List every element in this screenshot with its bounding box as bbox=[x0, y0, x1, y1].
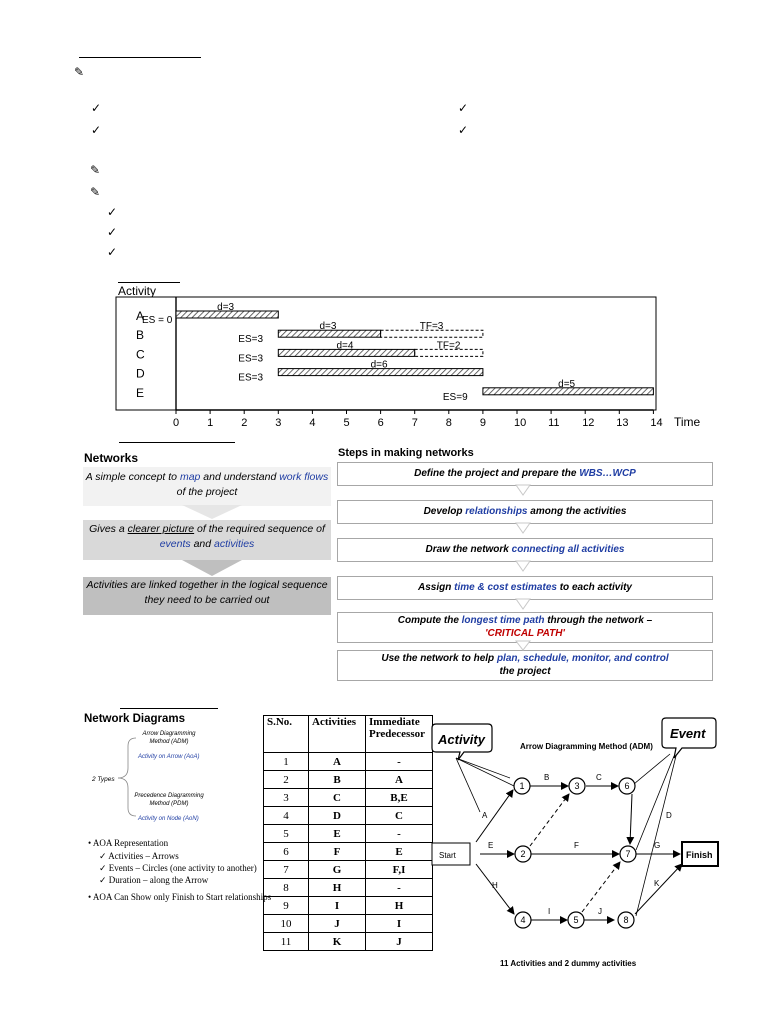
gantt-x-tick-label: 12 bbox=[582, 417, 595, 429]
box1-text-mid: and understand bbox=[200, 471, 280, 483]
pencil-bullet-icon: ✎ bbox=[74, 65, 85, 79]
cell-activity: B bbox=[309, 771, 366, 789]
cell-predecessor: - bbox=[366, 825, 433, 843]
gantt-tf-label: TF=3 bbox=[419, 321, 444, 333]
table-row bbox=[264, 879, 433, 897]
box1-text-post: of the project bbox=[176, 486, 238, 498]
gantt-chart bbox=[112, 284, 717, 430]
gantt-es-label: ES=3 bbox=[238, 334, 264, 346]
cell-sno: 8 bbox=[264, 879, 309, 897]
step-5-highlight: longest time path bbox=[461, 615, 545, 626]
table-row bbox=[264, 843, 433, 861]
netdiag-bullet-1: • AOA Representation bbox=[88, 838, 169, 848]
cell-predecessor: J bbox=[366, 933, 433, 951]
event-label-4: 4 bbox=[520, 915, 526, 925]
gantt-x-tick-label: 11 bbox=[548, 417, 560, 429]
netdiag-types-label: 2 Types bbox=[92, 776, 115, 783]
adm-diagram bbox=[430, 714, 720, 976]
gantt-activity-label: D bbox=[136, 366, 145, 381]
networks-box-3 bbox=[83, 577, 331, 615]
step-4-pre: Assign bbox=[418, 582, 455, 593]
box2-events: events bbox=[159, 538, 191, 550]
table-row bbox=[264, 825, 433, 843]
step-5-post: through the network – bbox=[544, 615, 653, 626]
event-label-1: 1 bbox=[519, 781, 525, 791]
table-row bbox=[264, 933, 433, 951]
gantt-x-tick-label: 0 bbox=[173, 417, 180, 429]
header-sno: S.No. bbox=[264, 716, 309, 753]
gantt-tf-label: TF=2 bbox=[436, 340, 461, 352]
steps-title: Steps in making networks bbox=[338, 447, 474, 459]
arrow-d bbox=[630, 794, 632, 844]
step-1-highlight: WBS…WCP bbox=[579, 468, 636, 479]
step-6-line2: the project bbox=[499, 666, 551, 677]
header-predecessor: Immediate Predecessor bbox=[366, 716, 433, 753]
box1-text-pre: A simple concept to bbox=[85, 471, 180, 483]
netdiag-adm: Arrow Diagramming Method (ADM) bbox=[142, 731, 196, 745]
gantt-x-tick-label: 14 bbox=[650, 417, 663, 429]
check-icon: ✓ bbox=[107, 205, 118, 219]
arrow-label-c: C bbox=[596, 773, 602, 782]
cell-predecessor: B,E bbox=[366, 789, 433, 807]
gantt-duration-label: d=6 bbox=[370, 359, 388, 371]
dummy-arrow-1 bbox=[530, 794, 569, 846]
step-6-pre: Use the network to help bbox=[381, 653, 497, 664]
predecessor-table bbox=[263, 715, 433, 951]
box3-line2: they need to be carried out bbox=[144, 594, 270, 606]
cell-sno: 7 bbox=[264, 861, 309, 879]
gantt-es-label: ES=9 bbox=[442, 391, 468, 403]
step-3-pre: Draw the network bbox=[425, 544, 512, 555]
cell-sno: 11 bbox=[264, 933, 309, 951]
gantt-x-tick-label: 13 bbox=[616, 417, 629, 429]
aoa-representation: AOA Representation bbox=[92, 838, 169, 848]
table-header-row bbox=[264, 716, 433, 753]
check-duration: Duration – along the Arrow bbox=[108, 875, 209, 885]
gantt-duration-label: d=3 bbox=[217, 302, 235, 313]
gantt-es-label: ES=3 bbox=[238, 353, 264, 365]
arrow-label-f: F bbox=[574, 841, 579, 850]
step-1 bbox=[337, 462, 713, 486]
netdiag-aoa: Activity on Arrow (AoA) bbox=[138, 754, 200, 760]
event-callout-label: Event bbox=[670, 726, 706, 741]
dummy-arrow-2 bbox=[582, 862, 620, 912]
cell-sno: 1 bbox=[264, 753, 309, 771]
gantt-x-tick-label: 3 bbox=[275, 417, 282, 429]
cell-sno: 6 bbox=[264, 843, 309, 861]
check-icon: ✓ bbox=[91, 101, 102, 115]
networks-box-2 bbox=[83, 520, 331, 560]
cell-predecessor: - bbox=[366, 879, 433, 897]
arrow-label-a: A bbox=[482, 811, 488, 820]
event-label-8: 8 bbox=[623, 915, 629, 925]
pencil-bullet-icon: ✎ bbox=[90, 185, 101, 199]
cell-activity: C bbox=[309, 789, 366, 807]
networks-box-1 bbox=[83, 467, 331, 506]
cell-predecessor: I bbox=[366, 915, 433, 933]
networks-title: Networks bbox=[84, 451, 139, 465]
adm-title: Arrow Diagramming Method (ADM) bbox=[520, 742, 653, 751]
arrow-label-e: E bbox=[488, 841, 494, 850]
cell-activity: D bbox=[309, 807, 366, 825]
cell-sno: 10 bbox=[264, 915, 309, 933]
down-arrow-2 bbox=[182, 560, 242, 576]
netdiag-check-2: ✓ Events – Circles (one activity to another) bbox=[99, 863, 257, 873]
arrow-label-i: I bbox=[548, 907, 551, 916]
cell-sno: 9 bbox=[264, 897, 309, 915]
check-activities: Activities – Arrows bbox=[108, 851, 179, 861]
netdiag-aon: Activity on Node (AoN) bbox=[138, 816, 199, 822]
table-row bbox=[264, 861, 433, 879]
step-2-post: among the activities bbox=[527, 506, 627, 517]
gantt-activity-label: A bbox=[136, 309, 145, 323]
box2-activities: activities bbox=[214, 538, 255, 550]
gantt-activity-label: B bbox=[136, 328, 145, 343]
gantt-x-tick-label: 10 bbox=[514, 417, 527, 429]
event-label-6: 6 bbox=[624, 781, 630, 791]
box1-map: map bbox=[179, 471, 201, 483]
gantt-x-tick-label: 7 bbox=[411, 417, 418, 429]
check-icon: ✓ bbox=[91, 123, 102, 137]
cell-sno: 3 bbox=[264, 789, 309, 807]
cell-predecessor: C bbox=[366, 807, 433, 825]
check-icon: ✓ bbox=[107, 245, 118, 259]
cell-predecessor: A bbox=[366, 771, 433, 789]
step-3-highlight: connecting all activities bbox=[511, 544, 625, 555]
gantt-heading-underline bbox=[118, 282, 180, 283]
gantt-es-label: ES = 0 bbox=[142, 315, 173, 326]
step-2-highlight: relationships bbox=[465, 506, 528, 517]
step-6 bbox=[337, 650, 713, 681]
step-1-pre: Define the project and prepare the bbox=[414, 468, 580, 479]
gantt-x-tick-label: 4 bbox=[309, 417, 316, 429]
pencil-bullet-icon: ✎ bbox=[90, 163, 101, 177]
gantt-xlabel: Time bbox=[674, 415, 701, 429]
netdiag-title: Network Diagrams bbox=[84, 713, 185, 725]
gantt-es-label: ES=3 bbox=[238, 372, 264, 384]
adm-caption: 11 Activities and 2 dummy activities bbox=[500, 959, 637, 968]
cell-activity: H bbox=[309, 879, 366, 897]
gantt-ylabel: Activity bbox=[118, 284, 157, 298]
gantt-duration-label: d=3 bbox=[319, 321, 337, 333]
check-icon: ✓ bbox=[458, 123, 469, 137]
gantt-x-tick-label: 5 bbox=[343, 417, 350, 429]
arrow-k bbox=[635, 864, 682, 914]
aoa-finish-to-start: AOA Can Show only Finish to Start relationships bbox=[92, 892, 272, 902]
check-icon: ✓ bbox=[458, 101, 469, 115]
check-icon: ✓ bbox=[107, 225, 118, 239]
netdiag-panel bbox=[82, 708, 272, 924]
step-connector-arrows bbox=[510, 484, 536, 654]
event-label-5: 5 bbox=[573, 915, 579, 925]
table-row bbox=[264, 789, 433, 807]
check-events: Events – Circles (one activity to another) bbox=[108, 863, 257, 873]
cell-activity: F bbox=[309, 843, 366, 861]
gantt-x-tick-label: 1 bbox=[207, 417, 214, 429]
top-heading-underline bbox=[79, 57, 201, 58]
down-arrow-1 bbox=[182, 505, 242, 519]
netdiag-check-3: ✓ Duration – along the Arrow bbox=[99, 875, 209, 885]
arrow-label-h: H bbox=[492, 881, 498, 890]
arrow-label-g: G bbox=[654, 841, 661, 850]
box2-and: and bbox=[190, 538, 215, 550]
arrow-label-k: K bbox=[654, 879, 660, 888]
cell-activity: I bbox=[309, 897, 366, 915]
step-5-critical-path: 'CRITICAL PATH' bbox=[485, 628, 565, 639]
box3-line1: Activities are linked together in the logical sequence bbox=[86, 579, 328, 591]
cell-predecessor: E bbox=[366, 843, 433, 861]
gantt-activity-label: C bbox=[136, 347, 145, 362]
arrow-label-d: D bbox=[666, 811, 672, 820]
box2-text-mid: of the required sequence of bbox=[194, 523, 325, 535]
finish-label: Finish bbox=[686, 850, 713, 860]
table-row bbox=[264, 753, 433, 771]
cell-activity: E bbox=[309, 825, 366, 843]
cell-sno: 2 bbox=[264, 771, 309, 789]
arrow-label-b: B bbox=[544, 773, 550, 782]
table-row bbox=[264, 897, 433, 915]
networks-heading-underline bbox=[119, 442, 235, 443]
gantt-x-tick-label: 6 bbox=[377, 417, 384, 429]
gantt-duration-label: d=5 bbox=[558, 378, 576, 390]
step-5-pre: Compute the bbox=[397, 615, 462, 626]
header-activities: Activities bbox=[309, 716, 366, 753]
cell-activity: K bbox=[309, 933, 366, 951]
table-row bbox=[264, 915, 433, 933]
cell-activity: G bbox=[309, 861, 366, 879]
step-2-pre: Develop bbox=[423, 506, 466, 517]
event-label-7: 7 bbox=[625, 849, 631, 859]
gantt-activity-label: E bbox=[136, 385, 145, 400]
step-6-highlight: plan, schedule, monitor, and control bbox=[496, 653, 669, 664]
box2-clearer-picture: clearer picture bbox=[127, 523, 195, 535]
cell-predecessor: - bbox=[366, 753, 433, 771]
netdiag-check-1: ✓ Activities – Arrows bbox=[99, 851, 179, 861]
gantt-x-tick-label: 8 bbox=[445, 417, 452, 429]
cell-activity: A bbox=[309, 753, 366, 771]
cell-sno: 5 bbox=[264, 825, 309, 843]
table-row bbox=[264, 771, 433, 789]
box2-text-pre: Gives a bbox=[89, 523, 128, 535]
box1-work-flows: work flows bbox=[279, 471, 329, 483]
netdiag-pdm: Precedence Diagramming Method (PDM) bbox=[134, 793, 204, 807]
step-4-post: to each activity bbox=[556, 582, 632, 593]
event-label-2: 2 bbox=[520, 849, 526, 859]
gantt-x-tick-label: 2 bbox=[241, 417, 248, 429]
cell-predecessor: H bbox=[366, 897, 433, 915]
netdiag-bullet-2: • AOA Can Show only Finish to Start relationships bbox=[88, 892, 272, 902]
step-4-highlight: time & cost estimates bbox=[454, 582, 557, 593]
arrow-label-j: J bbox=[598, 907, 602, 916]
table-row bbox=[264, 807, 433, 825]
event-label-3: 3 bbox=[574, 781, 580, 791]
start-label: Start bbox=[439, 851, 456, 860]
cell-activity: J bbox=[309, 915, 366, 933]
gantt-duration-label: d=4 bbox=[336, 340, 354, 352]
cell-predecessor: F,I bbox=[366, 861, 433, 879]
cell-sno: 4 bbox=[264, 807, 309, 825]
activity-callout-label: Activity bbox=[438, 732, 485, 747]
gantt-x-tick-label: 9 bbox=[479, 417, 487, 429]
